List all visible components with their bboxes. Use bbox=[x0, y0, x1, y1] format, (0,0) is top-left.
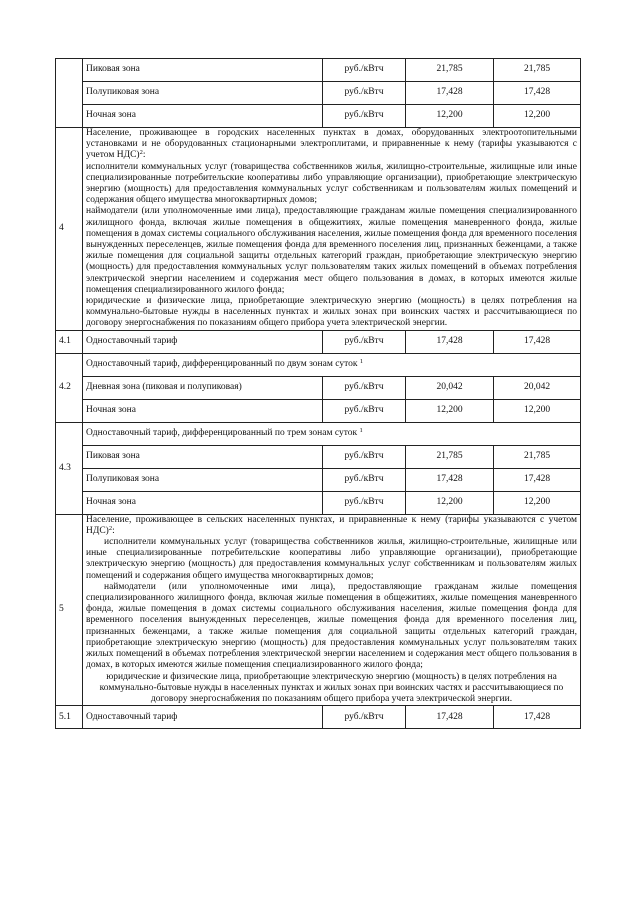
tariff-value-1: 12,200 bbox=[406, 399, 494, 422]
paragraph-text: юридические и физические лица, приобретающие электрическую энергию (мощность) в целях потребления на коммунально-бытовые нужды в населенных пунктах и жилых зонах при воинских частях и рассчитывающиеся по договору энергоснабжения по показаниям общего прибора учета электрической энергии. bbox=[99, 671, 564, 704]
paragraph-tail: : bbox=[112, 525, 115, 536]
row-number: 4.3 bbox=[56, 422, 83, 514]
description-paragraph bbox=[86, 672, 577, 706]
footnote-marker: 2 bbox=[108, 524, 113, 532]
tariff-name: Полупиковая зона bbox=[83, 82, 323, 105]
table-row bbox=[56, 445, 581, 468]
tariff-name: Ночная зона bbox=[83, 491, 323, 514]
tariff-unit: руб./кВтч bbox=[323, 706, 406, 729]
tariff-value-1: 12,200 bbox=[406, 105, 494, 128]
description-paragraph bbox=[86, 296, 577, 330]
tariff-value-1: 21,785 bbox=[406, 445, 494, 468]
table-row bbox=[56, 491, 581, 514]
table-row bbox=[56, 422, 581, 445]
tariff-name: Одноставочный тариф bbox=[83, 706, 323, 729]
tariff-name: Пиковая зона bbox=[83, 445, 323, 468]
tariff-value-2: 17,428 bbox=[494, 706, 581, 729]
heading-text: Одноставочный тариф, дифференцированный по двум зонам суток bbox=[86, 359, 358, 370]
table-row bbox=[56, 82, 581, 105]
tariff-value-2: 12,200 bbox=[494, 105, 581, 128]
tariff-unit: руб./кВтч bbox=[323, 491, 406, 514]
description-paragraph bbox=[86, 537, 577, 582]
tariff-value-1: 17,428 bbox=[406, 330, 494, 353]
tariff-table-body bbox=[56, 59, 581, 729]
tariff-value-2: 17,428 bbox=[494, 330, 581, 353]
tariff-value-1: 17,428 bbox=[406, 706, 494, 729]
tariff-group-heading bbox=[83, 353, 581, 376]
tariff-unit: руб./кВтч bbox=[323, 468, 406, 491]
tariff-value-2: 17,428 bbox=[494, 468, 581, 491]
row-number bbox=[56, 59, 83, 128]
tariff-table bbox=[55, 58, 581, 729]
table-row bbox=[56, 399, 581, 422]
paragraph-text: юридические и физические лица, приобретающие электрическую энергию (мощность) в целях потребления на коммунально-бытовые нужды в населенных пунктах и жилых зонах при воинских частях и рассчитывающиеся по договору энергоснабжения по показаниям общего прибора учета электрической энергии. bbox=[86, 296, 577, 329]
paragraph-text: наймодатели (или уполномоченные ими лица), предоставляющие гражданам жилые помещения специализированного жилищного фонда, включая жилые помещения в общежитиях, жилые помещения маневренного фонда, жилые помещения в домах системы социального обслуживания населения, жилые помещения фонда для временного поселения вынужденных переселенцев, жилые помещения фонда для временного поселения лиц, признанных беженцами, а также жилые помещения для социальной защиты отдельных категорий граждан, приобретающие электрическую энергию (мощность) для предоставления коммунальных услуг пользователям таких жилых помещений в объемах потребления электрической энергии населением и содержания мест общего пользования в домах, в которых имеются жилые помещения специализированного жилого фонда; bbox=[86, 206, 577, 295]
table-row bbox=[56, 353, 581, 376]
row-number: 4.1 bbox=[56, 330, 83, 353]
tariff-name: Ночная зона bbox=[83, 105, 323, 128]
paragraph-text: исполнители коммунальных услуг (товарищества собственников жилья, жилищно-строительные, жилищные или иные специализированные потребительские кооперативы либо управляющие организации), приобретающие электрическую энергию (мощность) для предоставления коммунальных услуг собственникам и пользователям жилых помещений и содержания общего имущества многоквартирных домов; bbox=[86, 537, 577, 581]
table-row bbox=[56, 105, 581, 128]
tariff-unit: руб./кВтч bbox=[323, 376, 406, 399]
footnote-marker: 2 bbox=[139, 149, 143, 157]
tariff-value-1: 21,785 bbox=[406, 59, 494, 82]
tariff-value-1: 12,200 bbox=[406, 491, 494, 514]
description-paragraph bbox=[86, 582, 577, 672]
paragraph-text: исполнители коммунальных услуг (товарищества собственников жилья, жилищно-строительные, жилищные или иные специализированные потребительские кооперативы либо управляющие организации), приобретающие электрическую энергию (мощность) для предоставления коммунальных услуг собственникам и пользователям жилых помещений и содержания общего имущества многоквартирных домов; bbox=[86, 161, 577, 206]
table-row bbox=[56, 514, 581, 705]
paragraph-tail: : bbox=[142, 150, 146, 161]
tariff-value-2: 12,200 bbox=[494, 399, 581, 422]
tariff-group-heading bbox=[83, 422, 581, 445]
tariff-value-1: 17,428 bbox=[406, 468, 494, 491]
tariff-unit: руб./кВтч bbox=[323, 105, 406, 128]
heading-text: Одноставочный тариф, дифференцированный по трем зонам суток bbox=[86, 428, 358, 439]
tariff-name: Пиковая зона bbox=[83, 59, 323, 82]
tariff-unit: руб./кВтч bbox=[323, 399, 406, 422]
description-paragraph bbox=[86, 515, 577, 537]
tariff-value-2: 20,042 bbox=[494, 376, 581, 399]
tariff-name: Дневная зона (пиковая и полупиковая) bbox=[83, 376, 323, 399]
tariff-name: Ночная зона bbox=[83, 399, 323, 422]
row-number: 5.1 bbox=[56, 706, 83, 729]
paragraph-text: Население, проживающее в сельских населенных пунктах, и приравненные к нему (тарифы указываются с учетом НДС) bbox=[86, 514, 577, 536]
row-number: 5 bbox=[56, 514, 83, 705]
table-row bbox=[56, 376, 581, 399]
row-number: 4 bbox=[56, 128, 83, 331]
consumer-category-description bbox=[83, 514, 581, 705]
tariff-value-2: 21,785 bbox=[494, 445, 581, 468]
tariff-unit: руб./кВтч bbox=[323, 82, 406, 105]
description-paragraph bbox=[86, 206, 577, 296]
description-paragraph bbox=[86, 128, 577, 162]
table-row bbox=[56, 468, 581, 491]
tariff-unit: руб./кВтч bbox=[323, 59, 406, 82]
table-row bbox=[56, 330, 581, 353]
tariff-value-2: 17,428 bbox=[494, 82, 581, 105]
tariff-value-1: 17,428 bbox=[406, 82, 494, 105]
tariff-name: Полупиковая зона bbox=[83, 468, 323, 491]
paragraph-text: Население, проживающее в городских населенных пунктах в домах, оборудованных электроотопительными установками и не оборудованных стационарными электроплитами, и приравненные к нему (тарифы указываются с учетом НДС) bbox=[86, 128, 577, 161]
tariff-value-2: 12,200 bbox=[494, 491, 581, 514]
tariff-name: Одноставочный тариф bbox=[83, 330, 323, 353]
paragraph-text: наймодатели (или уполномоченные ими лица), предоставляющие гражданам жилые помещения специализированного жилищного фонда, включая жилые помещения в общежитиях, жилые помещения маневренного фонда, жилые помещения в домах системы социального обслуживания населения, жилые помещения фонда для временного поселения вынужденных переселенцев, жилые помещения фонда для временного поселения лиц, признанных беженцами, а также жилые помещения для социальной защиты отдельных категорий граждан, приобретающие электрическую энергию (мощность) для предоставления коммунальных услуг пользователям таких жилых помещений в объемах потребления электрической энергии населением и содержания мест общего пользования в домах, в которых имеются жилые помещения специализированного жилого фонда; bbox=[86, 581, 577, 671]
tariff-unit: руб./кВтч bbox=[323, 445, 406, 468]
description-paragraph bbox=[86, 162, 577, 207]
footnote-marker: 1 bbox=[359, 427, 363, 435]
table-row bbox=[56, 706, 581, 729]
tariff-unit: руб./кВтч bbox=[323, 330, 406, 353]
consumer-category-description bbox=[83, 128, 581, 331]
footnote-marker: 1 bbox=[359, 358, 364, 366]
table-row bbox=[56, 59, 581, 82]
table-row bbox=[56, 128, 581, 331]
tariff-value-1: 20,042 bbox=[406, 376, 494, 399]
tariff-value-2: 21,785 bbox=[494, 59, 581, 82]
row-number: 4.2 bbox=[56, 353, 83, 422]
